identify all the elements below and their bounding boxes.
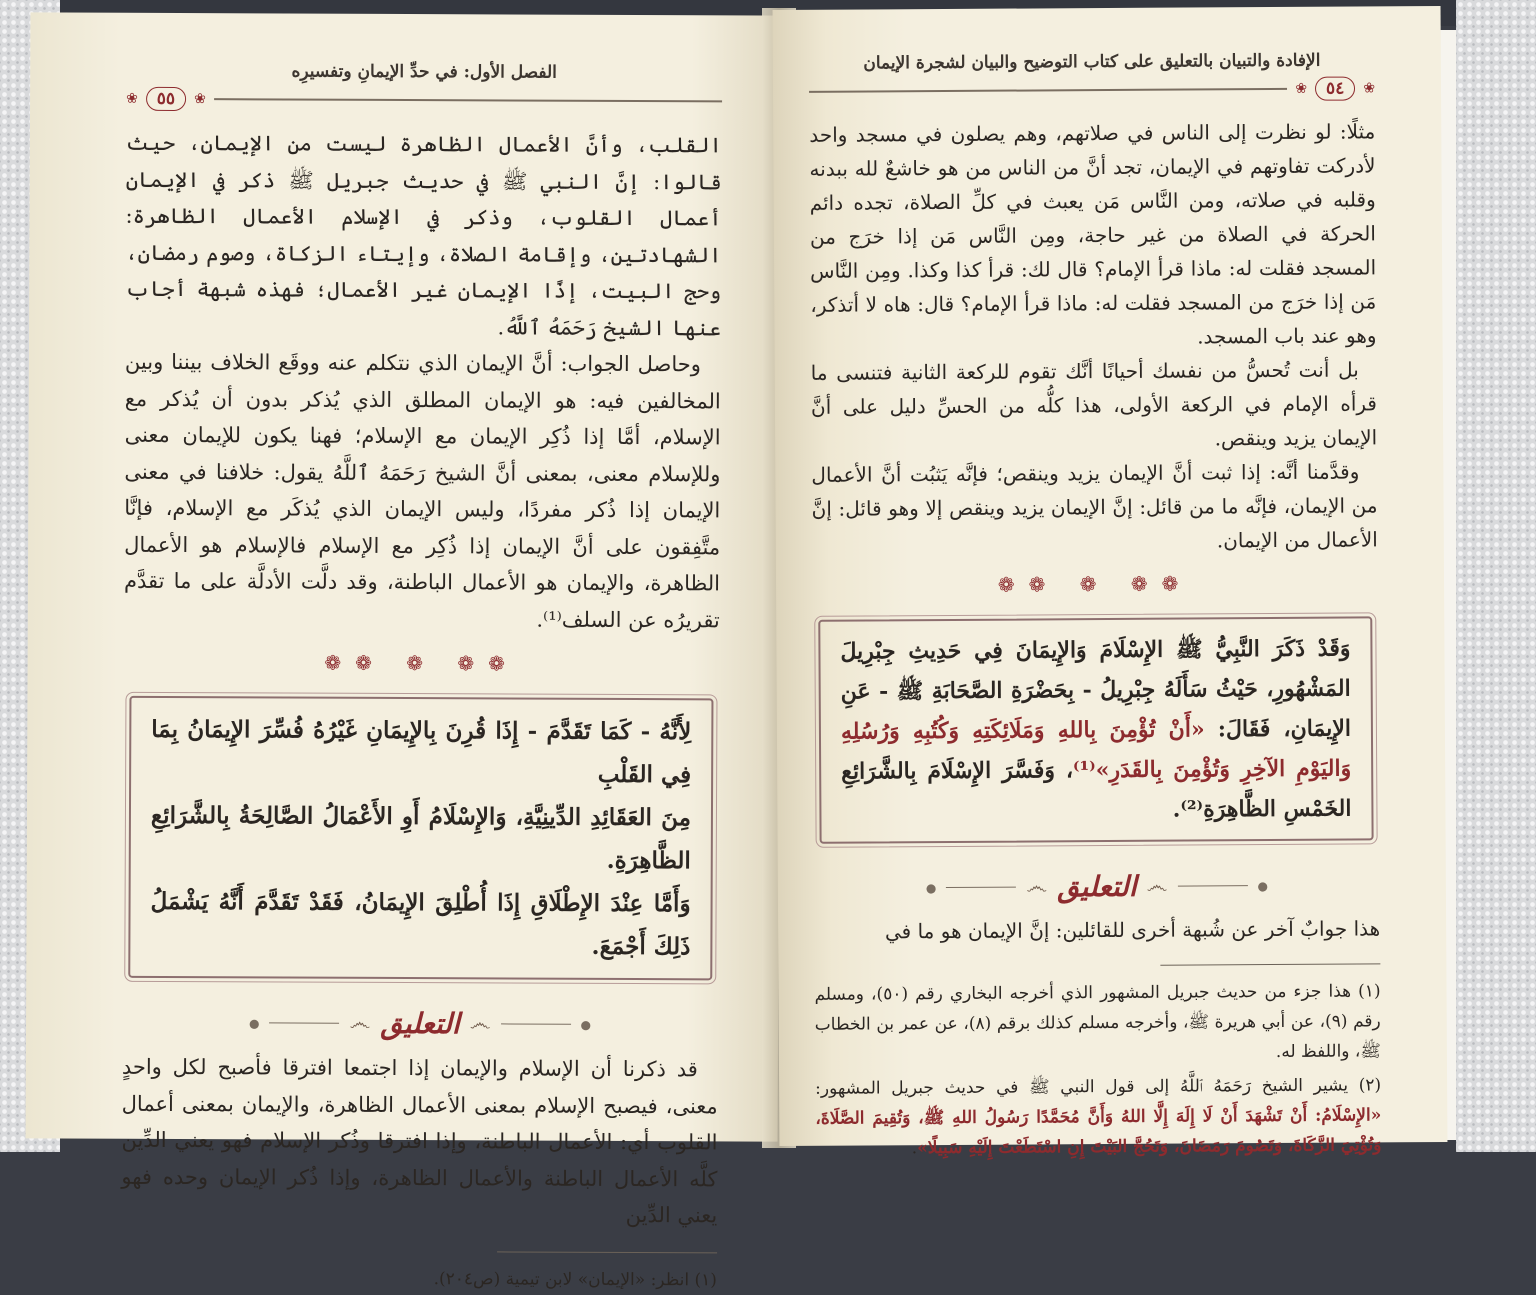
taliq-title: التعليق	[380, 1006, 460, 1041]
hadith-quote: «أَنْ تُؤْمِنَ بِاللهِ وَمَلَائِكَتِهِ وَكُتُبِهِ وَرُسُلِهِ وَاليَوْمِ الآخِرِ وَتُؤْمِنَ بِالقَدَرِ»⁽¹⁾	[840, 716, 1352, 784]
header-line	[270, 1022, 340, 1023]
section-separator-stars: ❁❁ ❁ ❁❁	[997, 571, 1193, 597]
taliq-header	[814, 868, 1380, 904]
header-line	[1177, 885, 1247, 886]
running-head: الإفادة والتبيان بالتعليق على كتاب التوضيح والبيان لشجرة الإيمان	[863, 50, 1321, 74]
page-number: ٥٤	[1315, 76, 1355, 100]
body-paragraph: بل أنت تُحسُّ من نفسك أحيانًا أنَّك تقوم للركعة الثانية فتنسى ما قرأه الإمام في الركعة الأولى، هذا كلُّه من الحسِّ دليل على أنَّ الإيمان يزيد وينقص.	[810, 357, 1378, 451]
footnote: (١) هذا جزء من حديث جبريل المشهور الذي أخرجه البخاري رقم (٥٠)، ومسلم رقم (٩)، عن أبي هريرة ﷺ، وأخرجه مسلم كذلك برقم (٨)، عن عمر بن الخطاب ﷺ، واللفظ له.	[814, 981, 1381, 1062]
footnote	[815, 1070, 1382, 1163]
ornament-icon: ❀	[126, 90, 138, 107]
footnote-rule	[497, 1251, 717, 1253]
taliq-title: التعليق	[1057, 869, 1137, 904]
ornament-icon: ❀	[1363, 80, 1376, 97]
taliq-paragraph: هذا جوابٌ آخر عن شُبهة أخرى للقائلين: إنَّ الإيمان هو ما في	[884, 916, 1381, 944]
taliq-header	[122, 1006, 718, 1042]
matn-box	[128, 696, 713, 981]
header-rule	[809, 88, 1287, 93]
swirl-ornament-icon: ෴	[1146, 873, 1168, 899]
page-number: ٥٥	[146, 87, 186, 111]
dot-icon: ●	[580, 1017, 592, 1032]
swirl-ornament-icon: ෴	[469, 1011, 491, 1037]
swirl-ornament-icon: ෴	[349, 1010, 371, 1036]
body-paragraph: القلب، وأنَّ الأعمال الظاهرة ليست من الإيمان، حيث قالوا: إنَّ النبي ﷺ في حديث جبريل ﷺ ذكر في الإيمان أعمال القلوب، وذكر في الإسلام الأعمال الظاهرة: الشهادتين، وإقامة الصلاة، وإيتاء الزكاة، وصوم رمضان، وحج البيت، إذًا الإيمان غير الأعمال؛ فهذه شبهة أجاب عنها الشيخ رَحَمَهُ ٱللَّهُ.	[125, 130, 722, 340]
matn-line: مِنَ العَقَائِدِ الدِّينِيَّةِ، وَالإِسْلَامُ أَوِ الأَعْمَالُ الصَّالِحَةُ بِالشَّرَائِعِ الظَّاهِرَةِ.	[150, 801, 692, 875]
matn-line: لِأَنَّهُ - كَمَا تَقَدَّمَ - إِذَا قُرِنَ بِالإِيمَانِ غَيْرُهُ فُسِّرَ الإِيمَانُ بِمَا فِي القَلْبِ	[151, 715, 692, 789]
folio-row	[126, 87, 722, 114]
body-paragraph: وقدَّمنا أنَّه: إذا ثبت أنَّ الإيمان يزيد وينقص؛ فإنَّه يَثبُت أنَّ الأعمال من الإيمان، فإنَّه ما من قائل: إنَّ الإيمان يزيد وينقص إلا وهو قائل: إنَّ الأعمال من الإيمان.	[811, 459, 1378, 553]
dot-icon: ●	[925, 880, 937, 895]
running-head: الفصل الأول: في حدِّ الإيمانِ وتفسيرِه	[291, 61, 557, 83]
ornament-icon: ❀	[1295, 80, 1308, 97]
body-paragraph: وحاصل الجواب: أنَّ الإيمان الذي نتكلم عنه ووقَع الخلاف بيننا وبين المخالفين فيه: هو الإيمان المطلق الذي يُذكر بدون أن يُذكر مع الإسلام، أمَّا إذا ذُكِر الإيمان مع الإسلام؛ فهنا يكون للإيمان معنى وللإسلام معنى، بمعنى أنَّ الشيخ رَحَمَهُ ٱللَّهُ يقول: خلافنا في معنى الإيمان إذا ذُكر مفردًا، وليس الإيمان الذي يُذكَر مع الإسلام، فإنَّا متَّفِقون على أنَّ الإيمان إذا ذُكِر مع الإسلام فالإسلام هو الأعمال الظاهرة، والإيمان هو الأعمال الباطنة، وقد دلَّت الأدلَّة على ما تقدَّم تقريرُه عن السلف⁽¹⁾.	[123, 349, 721, 632]
taliq-paragraph: قد ذكرنا أن الإسلام والإيمان إذا اجتمعا افترقا فأصبح لكل واحدٍ معنى، فيصبح الإسلام بمعنى الأعمال الظاهرة، والإيمان بمعنى أعمال القلوب أي: الأعمال الباطنة، وإذا افترقا وذُكر الإسلام فهو يعني الدِّين كلَّه الأعمال الباطنة والأعمال الظاهرة، وإذا ذُكر الإيمان وحده فهو يعني الدِّين	[121, 1054, 718, 1228]
footnote-text: .	[911, 1138, 918, 1159]
footnote-rule	[1160, 963, 1380, 965]
footnotes	[814, 976, 1381, 1163]
matn-text: ، وَفَسَّرَ الإِسْلَامَ بِالشَّرَائِعِ الخَمْسِ الظَّاهِرَةِ⁽²⁾.	[841, 757, 1352, 823]
section-separator-stars: ❁❁ ❁ ❁❁	[324, 650, 519, 676]
matn-line: وَأَمَّا عِنْدَ الإِطْلَاقِ إِذَا أُطْلِقَ الإِيمَانُ، فَقَدْ تَقَدَّمَ أَنَّهُ يَشْمَلُ ذَلِكَ أَجْمَعَ.	[150, 887, 691, 961]
dot-icon: ●	[1257, 878, 1268, 893]
header-rule	[214, 98, 722, 102]
matn-text: وَقَدْ ذَكَرَ النَّبِيُّ ﷺ الإِسْلَامَ وَالإِيمَانَ فِي حَدِيثِ جِبْرِيلَ المَشْهُورِ، حَيْثُ سَأَلَهُ جِبْرِيلُ - بِحَضْرَةِ الصَّحَابَةِ ﷺ - عَنِ الإِيمَانِ، فَقَالَ:	[840, 635, 1352, 743]
left-page	[26, 12, 783, 1290]
footnote: (١) انظر: «الإيمان» لابن تيمية (ص٢٠٤).	[433, 1268, 717, 1290]
right-page	[773, 6, 1448, 1159]
ornament-icon: ❀	[194, 91, 206, 108]
body-paragraph: مثلًا: لو نظرت إلى الناس في صلاتهم، وهم يصلون في مسجد واحد لأدركت تفاوتهم في الإيمان، تجد أنَّ من الناس من هو خاشعٌ لله ببدنه وقلبه في صلاته، ومن النَّاس مَن يعبث في كلِّ الصلاة، تجده دائم الحركة في الصلاة من غير حاجة، ومِن النَّاس مَن إذا خرَج من المسجد فقلت له: ماذا قرأ الإمام؟ قال لك: قرأ كذا وكذا. ومِن النَّاس مَن إذا خرَج من المسجد فقلت له: ماذا قرأ الإمام؟ قال: هاه لا أتذكر، وهو عند باب المسجد.	[809, 119, 1377, 349]
dot-icon: ●	[249, 1015, 260, 1030]
swirl-ornament-icon: ෴	[1026, 874, 1048, 900]
footnotes	[121, 1262, 717, 1295]
hadith-quote: «الإِسْلَامُ: أَنْ تَشْهَدَ أَنْ لَا إِلَهَ إِلَّا اللهُ وَأَنَّ مُحَمَّدًا رَسُولُ اللهِ ﷺ، وَتُقِيمَ الصَّلَاةَ، وَتُؤْتِيَ الزَّكَاةَ، وَتَصُومَ رَمَضَانَ، وَتَحُجَّ البَيْتَ إِنِ اسْتَطَعْتَ إِلَيْهِ سَبِيلًا»	[815, 1105, 1382, 1159]
header-line	[501, 1023, 571, 1024]
mesh-background-right	[1456, 0, 1536, 1152]
footnote-text: (٢) يشير الشيخ رَحَمَهُ ٱللَّهُ إلى قول النبي ﷺ في حديث جبريل المشهور:	[815, 1075, 1382, 1099]
folio-row	[809, 76, 1375, 103]
header-line	[946, 887, 1016, 888]
matn-box	[818, 616, 1373, 843]
